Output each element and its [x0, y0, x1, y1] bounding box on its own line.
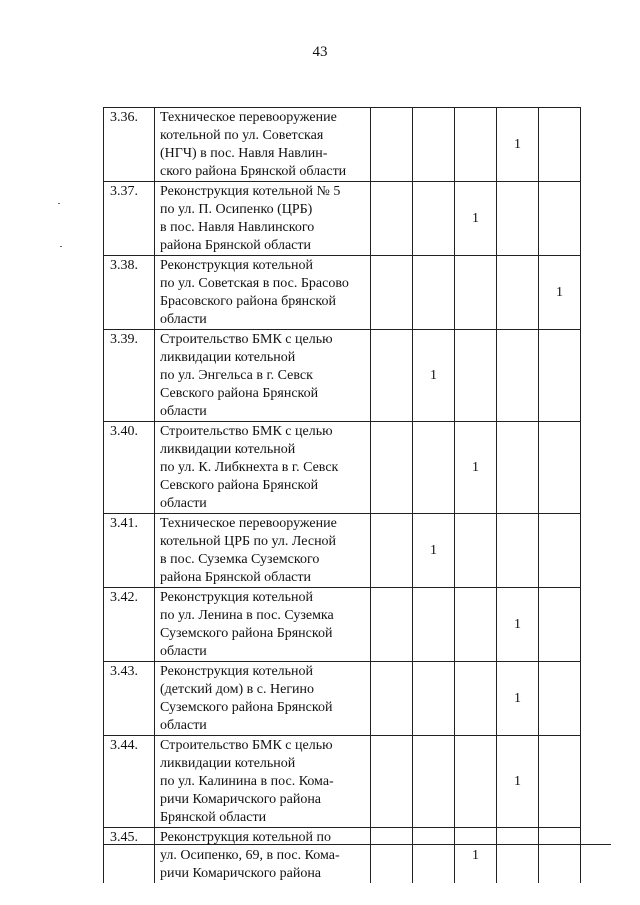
description-line: Строительство БМК с целью — [160, 738, 333, 753]
year-cell-5 — [539, 736, 581, 828]
description-line: Строительство БМК с целью — [160, 424, 333, 439]
year-cell-4 — [497, 330, 539, 422]
table-row — [104, 828, 581, 884]
year-cell-4 — [497, 182, 539, 256]
item-number: 3.45. — [104, 828, 155, 884]
description-line: области — [160, 496, 207, 511]
description-line: Реконструкция котельной по — [160, 830, 332, 845]
item-number: 3.44. — [104, 736, 155, 828]
year-cell-2 — [413, 736, 455, 828]
description-line: ликвидации котельной — [160, 756, 296, 771]
description-line: в пос. Суземка Суземского — [160, 552, 320, 567]
description-line: района Брянской области — [160, 570, 311, 585]
item-description — [155, 662, 371, 736]
year-cell-1 — [371, 330, 413, 422]
description-line: Строительство БМК с целью — [160, 332, 333, 347]
description-line: Техническое перевооружение — [160, 516, 337, 531]
description-line: ричи Комаричского района — [160, 866, 322, 881]
description-line: ричи Комаричского района — [160, 792, 322, 807]
item-number: 3.37. — [104, 182, 155, 256]
description-line: ликвидации котельной — [160, 442, 296, 457]
year-cell-3 — [455, 108, 497, 182]
year-cell-2: 1 — [413, 514, 455, 588]
item-description — [155, 736, 371, 828]
year-cell-2 — [413, 256, 455, 330]
table-row — [104, 256, 581, 330]
description-line: ул. Осипенко, 69, в пос. Кома- — [160, 848, 340, 863]
year-cell-5 — [539, 828, 581, 884]
year-cell-1 — [371, 182, 413, 256]
year-cell-2 — [413, 828, 455, 884]
year-cell-2 — [413, 108, 455, 182]
year-cell-3: 1 — [455, 422, 497, 514]
table-row — [104, 182, 581, 256]
description-line: района Брянской области — [160, 238, 311, 253]
item-description — [155, 182, 371, 256]
year-cell-3 — [455, 514, 497, 588]
description-line: Севского района Брянской — [160, 386, 319, 401]
measures-table — [103, 107, 581, 883]
item-description — [155, 828, 371, 884]
year-cell-5 — [539, 108, 581, 182]
scan-speck — [60, 246, 62, 247]
year-cell-4: 1 — [497, 588, 539, 662]
table-row — [104, 330, 581, 422]
description-line: по ул. Ленина в пос. Суземка — [160, 608, 334, 623]
description-line: по ул. Калинина в пос. Кома- — [160, 774, 334, 789]
year-cell-4: 1 — [497, 108, 539, 182]
measures-table-body — [104, 108, 581, 884]
year-cell-5 — [539, 662, 581, 736]
description-line: (детский дом) в с. Негино — [160, 682, 315, 697]
description-line: по ул. К. Либкнехта в г. Севск — [160, 460, 339, 475]
description-line: Брасовского района брянской — [160, 294, 336, 309]
year-cell-4 — [497, 514, 539, 588]
year-cell-3 — [455, 256, 497, 330]
description-line: Реконструкция котельной — [160, 664, 314, 679]
year-cell-3 — [455, 588, 497, 662]
year-cell-1 — [371, 514, 413, 588]
description-line: Реконструкция котельной — [160, 258, 314, 273]
description-line: ликвидации котельной — [160, 350, 296, 365]
item-number: 3.39. — [104, 330, 155, 422]
year-cell-1 — [371, 828, 413, 884]
year-cell-4: 1 — [497, 736, 539, 828]
year-cell-4 — [497, 828, 539, 884]
year-cell-1 — [371, 256, 413, 330]
year-cell-5 — [539, 422, 581, 514]
description-line: Техническое перевооружение — [160, 110, 337, 125]
item-number: 3.42. — [104, 588, 155, 662]
table-row — [104, 588, 581, 662]
year-cell-5: 1 — [539, 256, 581, 330]
item-description — [155, 514, 371, 588]
year-cell-3 — [455, 662, 497, 736]
year-cell-3: 1 — [455, 828, 497, 884]
description-line: Реконструкция котельной — [160, 590, 314, 605]
item-number: 3.38. — [104, 256, 155, 330]
year-cell-4 — [497, 256, 539, 330]
description-line: Брянской области — [160, 810, 267, 825]
item-number: 3.41. — [104, 514, 155, 588]
year-cell-5 — [539, 514, 581, 588]
year-cell-5 — [539, 182, 581, 256]
description-line: котельной ЦРБ по ул. Лесной — [160, 534, 337, 549]
year-cell-2 — [413, 422, 455, 514]
year-cell-4 — [497, 422, 539, 514]
item-description — [155, 108, 371, 182]
year-cell-3: 1 — [455, 182, 497, 256]
table-row — [104, 422, 581, 514]
description-line: Суземского района Брянской — [160, 626, 333, 641]
description-line: (НГЧ) в пос. Навля Навлин- — [160, 146, 328, 161]
description-line: области — [160, 718, 207, 733]
year-cell-3 — [455, 330, 497, 422]
year-cell-2 — [413, 182, 455, 256]
item-description — [155, 256, 371, 330]
description-line: по ул. П. Осипенко (ЦРБ) — [160, 202, 313, 217]
year-cell-4: 1 — [497, 662, 539, 736]
description-line: Реконструкция котельной № 5 — [160, 184, 341, 199]
item-description — [155, 330, 371, 422]
description-line: по ул. Советская в пос. Брасово — [160, 276, 349, 291]
year-cell-3 — [455, 736, 497, 828]
year-cell-2 — [413, 588, 455, 662]
description-line: Севского района Брянской — [160, 478, 319, 493]
description-line: области — [160, 644, 207, 659]
description-line: области — [160, 404, 207, 419]
description-line: в пос. Навля Навлинского — [160, 220, 315, 235]
item-number: 3.40. — [104, 422, 155, 514]
year-cell-1 — [371, 422, 413, 514]
year-cell-1 — [371, 588, 413, 662]
year-cell-1 — [371, 662, 413, 736]
table-row — [104, 736, 581, 828]
year-cell-5 — [539, 588, 581, 662]
item-number: 3.43. — [104, 662, 155, 736]
item-description — [155, 588, 371, 662]
description-line: области — [160, 312, 207, 327]
year-cell-2 — [413, 662, 455, 736]
table-bottom-edge — [103, 844, 611, 845]
item-number: 3.36. — [104, 108, 155, 182]
page-number: 43 — [312, 44, 328, 60]
description-line: Суземского района Брянской — [160, 700, 333, 715]
scan-speck — [58, 203, 60, 204]
table-row — [104, 108, 581, 182]
year-cell-1 — [371, 108, 413, 182]
item-description — [155, 422, 371, 514]
year-cell-1 — [371, 736, 413, 828]
year-cell-5 — [539, 330, 581, 422]
description-line: котельной по ул. Советская — [160, 128, 324, 143]
table-row — [104, 514, 581, 588]
year-cell-2: 1 — [413, 330, 455, 422]
description-line: по ул. Энгельса в г. Севск — [160, 368, 313, 383]
table-row — [104, 662, 581, 736]
description-line: ского района Брянской области — [160, 164, 347, 179]
